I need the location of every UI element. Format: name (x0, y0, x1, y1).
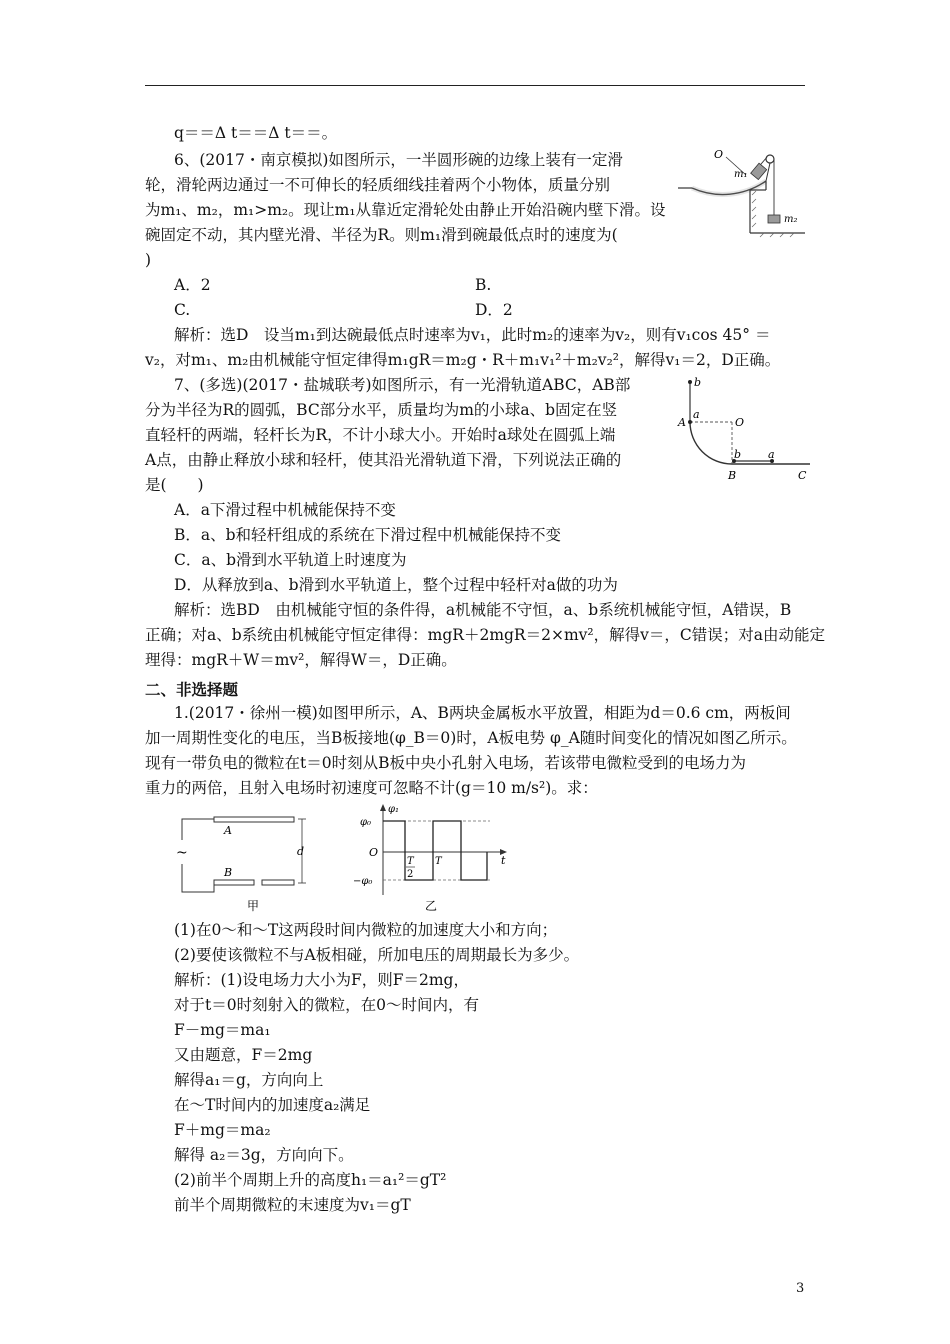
label-phi0: φ₀ (360, 817, 372, 828)
solution-line: F－mg＝ma₁ (174, 1021, 271, 1039)
solution-line: 对于t＝0时刻射入的微粒，在0～时间内，有 (174, 996, 479, 1014)
label-O: O (369, 846, 379, 859)
label-phi1: φ₁ (388, 804, 400, 815)
question-6-text: 轮，滑轮两边通过一不可伸长的轻质细线挂着两个小物体，质量分别 (145, 176, 611, 194)
label-t: t (501, 854, 506, 867)
question-6-text: ) (145, 251, 152, 269)
label-C: C (798, 469, 807, 482)
label-A: A (678, 416, 686, 429)
solution-line: 在～T时间内的加速度a₂满足 (174, 1096, 371, 1114)
label-d: d (297, 845, 305, 858)
label-B: B (728, 469, 737, 482)
option-c: C. (174, 301, 191, 319)
parallel-plates-figure (172, 800, 327, 915)
ac-source-symbol: ~ (176, 845, 188, 861)
option-d: D．2 (475, 301, 513, 319)
label-B-plate: B (224, 866, 233, 879)
answer-7-text: 理得：mgR＋W＝mv²，解得W＝，D正确。 (145, 651, 457, 669)
label-neg-phi0: −φ₀ (353, 876, 373, 887)
label-b-bottom: b (734, 448, 742, 461)
answer-7-text: 解析：选BD 由机械能守恒的条件得，a机械能不守恒，a、b系统机械能守恒，A错误，B (174, 601, 792, 619)
label-a-bottom: a (768, 448, 775, 461)
label-T-half-den: 2 (407, 869, 414, 880)
solution-line: (2)前半个周期上升的高度h₁＝a₁²＝gT² (174, 1171, 447, 1189)
solution-line: 前半个周期微粒的末速度为v₁＝gT (174, 1196, 411, 1214)
caption-jia: 甲 (247, 899, 260, 913)
formula-line: q＝＝Δ t＝＝Δ t＝＝。 (174, 124, 338, 142)
label-b-top: b (694, 376, 702, 389)
option-b: B. (475, 276, 492, 294)
question-6-text: 为m₁、m₂，m₁>m₂。现让m₁从靠近定滑轮处由静止开始沿碗内壁下滑。设 (145, 201, 666, 219)
solution-line: 解析：(1)设电场力大小为F，则F＝2mg， (174, 971, 469, 989)
label-T-half-num: T (407, 856, 414, 867)
label-O: O (714, 148, 724, 161)
solution-line: 又由题意，F＝2mg (174, 1046, 313, 1064)
potential-wave-figure (345, 800, 510, 915)
problem-1-text: 现有一带负电的微粒在t＝0时刻从B板中央小孔射入电场，若该带电微粒受到的电场力为 (145, 754, 746, 772)
option-a: A．2 (174, 276, 211, 294)
question-7-text: 分为半径为R的圆弧，BC部分水平，质量均为m的小球a、b固定在竖 (145, 401, 618, 419)
answer-6-text: 解析：选D 设当m₁到达碗最低点时速率为v₁，此时m₂的速率为v₂，则有v₁cos 45° ＝ (174, 326, 771, 344)
question-6-text: 碗固定不动，其内壁光滑、半径为R。则m₁滑到碗最低点时的速度为( (145, 226, 618, 244)
label-m2: m₂ (784, 214, 798, 225)
section-heading: 二、非选择题 (145, 680, 239, 699)
answer-6-text: v₂，对m₁、m₂由机械能守恒定律得m₁gR＝m₂g・R＋m₁v₁²＋m₂v₂²，解得v₁＝2，D正确。 (145, 351, 781, 369)
header-rule (145, 85, 805, 86)
sub-question-1: (1)在0～和～T这两段时间内微粒的加速度大小和方向； (174, 921, 558, 939)
option-a: A．a下滑过程中机械能保持不变 (174, 501, 396, 519)
question-6-text: 6、(2017・南京模拟)如图所示，一半圆形碗的边缘上装有一定滑 (174, 151, 623, 169)
question-7-text: 是( ) (145, 476, 204, 494)
question-7-text: A点，由静止释放小球和轻杆，使其沿光滑轨道下滑，下列说法正确的 (145, 451, 622, 469)
page-number: 3 (796, 1281, 805, 1296)
question-7-text: 直轻杆的两端，轻杆长为R，不计小球大小。开始时a球处在圆弧上端 (145, 426, 616, 444)
label-O: O (735, 416, 745, 429)
problem-1-text: 重力的两倍，且射入电场时初速度可忽略不计(g＝10 m/s²)。求： (145, 779, 598, 797)
solution-line: 解得a₁＝g，方向向上 (174, 1071, 324, 1089)
option-d: D．从释放到a、b滑到水平轨道上，整个过程中轻杆对a做的功为 (174, 576, 618, 594)
problem-1-text: 1.(2017・徐州一模)如图甲所示，A、B两块金属板水平放置，相距为d＝0.6 cm，两板间 (174, 704, 791, 722)
solution-line: F＋mg＝ma₂ (174, 1121, 271, 1139)
option-b: B．a、b和轻杆组成的系统在下滑过程中机械能保持不变 (174, 526, 562, 544)
option-c: C．a、b滑到水平轨道上时速度为 (174, 551, 407, 569)
label-m1: m₁ (734, 169, 748, 180)
sub-question-2: (2)要使该微粒不与A板相碰，所加电压的周期最长为多少。 (174, 946, 580, 964)
caption-yi: 乙 (425, 899, 438, 913)
label-T: T (435, 856, 442, 867)
solution-line: 解得 a₂＝3g，方向向下。 (174, 1146, 354, 1164)
track-abc-figure (670, 372, 815, 484)
question-7-text: 7、(多选)(2017・盐城联考)如图所示，有一光滑轨道ABC，AB部 (174, 376, 631, 394)
label-a-top: a (693, 408, 700, 421)
problem-1-text: 加一周期性变化的电压，当B板接地(φ_B＝0)时，A板电势 φ_A随时间变化的情况如图乙所示。 (145, 729, 797, 747)
answer-7-text: 正确；对a、b系统由机械能守恒定律得：mgR＋2mgR＝2×mv²，解得v＝，C错误；对a由动能定 (145, 626, 825, 644)
label-A-plate: A (224, 824, 232, 837)
bowl-pulley-figure (670, 145, 820, 240)
